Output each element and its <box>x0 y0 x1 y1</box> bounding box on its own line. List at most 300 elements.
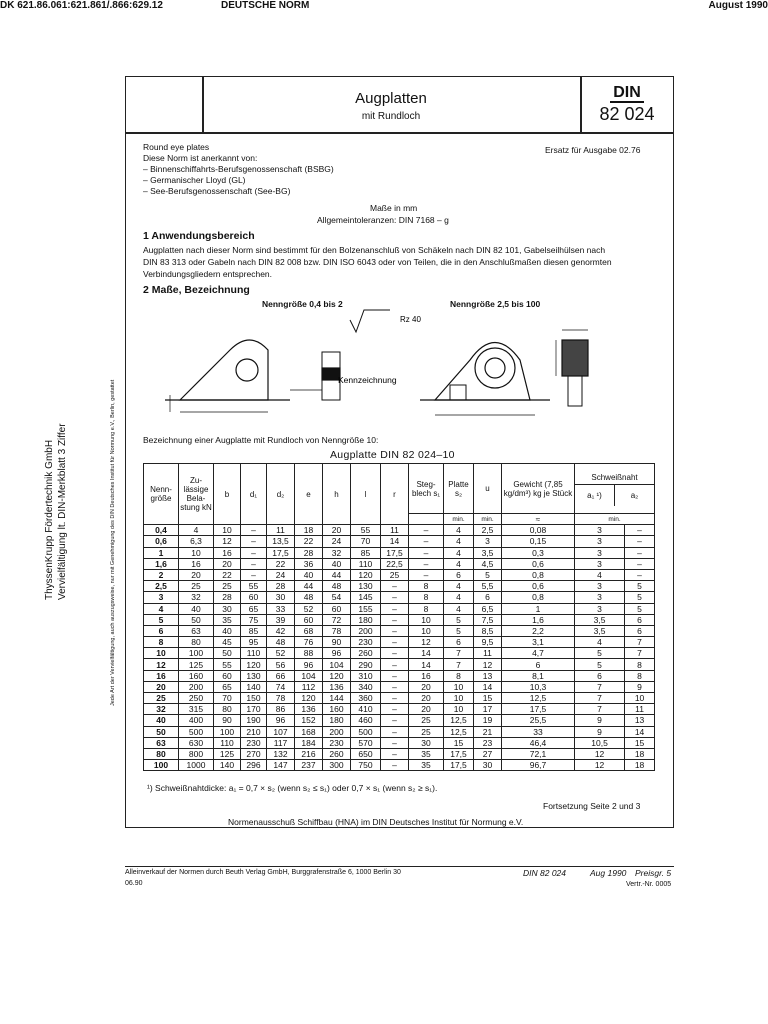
table-cell: 150 <box>241 693 267 704</box>
section1-heading: 1 Anwendungsbereich <box>143 230 255 242</box>
table-cell: 3,5 <box>575 614 625 625</box>
right-plate-outline <box>435 343 530 401</box>
table-cell: – <box>381 726 409 737</box>
table-cell: 136 <box>295 704 323 715</box>
table-cell: 95 <box>241 637 267 648</box>
table-cell: 96,7 <box>502 760 575 771</box>
table-cell: – <box>625 569 655 580</box>
table-cell: 144 <box>323 693 351 704</box>
table-cell: 4 <box>144 603 179 614</box>
table-cell: 3,5 <box>575 625 625 636</box>
table-cell: 16 <box>409 670 444 681</box>
table-cell: 0,6 <box>144 536 179 547</box>
table-cell: – <box>241 525 267 536</box>
table-cell: 17,5 <box>267 547 295 558</box>
table-cell: 20 <box>409 693 444 704</box>
table-cell: 100 <box>144 760 179 771</box>
table-row <box>144 670 655 681</box>
table-cell: 4 <box>444 592 474 603</box>
col-weight: Gewicht (7,85 kg/dm³) kg je Stück <box>502 464 575 514</box>
table-cell: 5 <box>625 603 655 614</box>
table-cell: – <box>381 659 409 670</box>
section1-text-line1: Augplatten nach dieser Norm sind bestimmt für den Bolzenanschluß von Schäkeln nach DIN 82 101, Gabelseilhülsen nach <box>143 245 606 255</box>
table-cell: 1000 <box>179 760 214 771</box>
table-cell: 147 <box>267 760 295 771</box>
table-cell: 104 <box>323 659 351 670</box>
table-cell: 46,4 <box>502 737 575 748</box>
table-cell: 30 <box>267 592 295 603</box>
units-note: Maße in mm <box>370 203 418 213</box>
table-cell: 0,6 <box>502 558 575 569</box>
col-a2: a₂ <box>630 491 639 500</box>
table-cell: 22 <box>267 558 295 569</box>
table-cell: – <box>625 525 655 536</box>
table-cell: 7 <box>444 659 474 670</box>
col-weld <box>575 464 655 514</box>
table-cell: 4 <box>444 581 474 592</box>
u-min: min. <box>474 514 502 525</box>
table-cell: 74 <box>267 681 295 692</box>
table-cell: 5 <box>474 569 502 580</box>
table-cell: 24 <box>323 536 351 547</box>
table-cell: 22 <box>295 536 323 547</box>
table-row <box>144 681 655 692</box>
recognized-by: Diese Norm ist anerkannt von: <box>143 153 258 163</box>
table-cell: 500 <box>179 726 214 737</box>
surface-roughness-label: Rz 40 <box>400 315 421 324</box>
table-cell: 0,08 <box>502 525 575 536</box>
table-row <box>144 525 655 536</box>
col-a1: a₁ ¹) <box>575 485 615 506</box>
footer-rule <box>125 866 674 867</box>
table-cell: 16 <box>179 558 214 569</box>
table-cell: 20 <box>323 525 351 536</box>
table-cell: 340 <box>351 681 381 692</box>
table-cell: 3 <box>575 603 625 614</box>
table-cell: 750 <box>351 760 381 771</box>
table-cell: 410 <box>351 704 381 715</box>
table-cell: – <box>409 536 444 547</box>
table-cell: 12,5 <box>502 693 575 704</box>
table-cell: 3 <box>575 592 625 603</box>
table-cell: 5,5 <box>474 581 502 592</box>
table-cell: 28 <box>267 581 295 592</box>
table-cell: 50 <box>214 648 241 659</box>
table-cell: 400 <box>179 715 214 726</box>
table-cell: 237 <box>295 760 323 771</box>
table-cell: 4,7 <box>502 648 575 659</box>
table-cell: – <box>381 693 409 704</box>
table-cell: 15 <box>625 737 655 748</box>
table-cell: 570 <box>351 737 381 748</box>
table-cell: 14 <box>625 726 655 737</box>
table-cell: 5 <box>444 625 474 636</box>
table-cell: 32 <box>144 704 179 715</box>
table-cell: 70 <box>351 536 381 547</box>
table-cell: 0,15 <box>502 536 575 547</box>
right-plate-boss <box>475 348 515 388</box>
left-plate-outline <box>180 340 268 400</box>
table-cell: 48 <box>267 637 295 648</box>
table-cell: 260 <box>351 648 381 659</box>
plate-min: min. <box>444 514 474 525</box>
table-cell: 20 <box>409 704 444 715</box>
table-cell: 216 <box>295 748 323 759</box>
table-cell: 18 <box>625 760 655 771</box>
table-cell: 140 <box>241 681 267 692</box>
org-bsbg: – Binnenschiffahrts-Berufsgenossenschaft (BSBG) <box>143 164 334 174</box>
table-cell: 60 <box>295 614 323 625</box>
designation-example: Augplatte DIN 82 024–10 <box>330 449 455 461</box>
table-cell: 296 <box>241 760 267 771</box>
table-cell: 230 <box>323 737 351 748</box>
table-cell: 55 <box>351 525 381 536</box>
committee-note: Normenausschuß Schiffbau (HNA) im DIN Deutsches Institut für Normung e.V. <box>228 817 524 827</box>
table-cell: – <box>381 625 409 636</box>
table-cell: 4 <box>575 569 625 580</box>
table-cell: 60 <box>241 592 267 603</box>
top-line <box>0 0 768 14</box>
table-cell: 4 <box>444 536 474 547</box>
table-cell: 184 <box>295 737 323 748</box>
table-cell: 12 <box>409 637 444 648</box>
table-cell: 315 <box>179 704 214 715</box>
table-cell: – <box>241 547 267 558</box>
table-cell: 7,5 <box>474 614 502 625</box>
company-stamp-line2: Vervielfältigung lt. DIN-Merkblatt 3 Ziffer <box>57 423 68 600</box>
copyright-notice: Jede Art der Vervielfältigung, auch auszugsweise, nur mit Genehmigung des DIN Deutsches Institut für Normung e.V., Berlin, gestattet <box>110 379 116 706</box>
table-cell: 5 <box>625 592 655 603</box>
table-cell: 3,1 <box>502 637 575 648</box>
table-cell: 15 <box>474 693 502 704</box>
col-l: l <box>351 464 381 525</box>
table-cell: – <box>381 614 409 625</box>
table-cell: 0,6 <box>502 581 575 592</box>
table-cell: 72 <box>323 614 351 625</box>
table-cell: 0,8 <box>502 592 575 603</box>
table-cell: 56 <box>267 659 295 670</box>
right-plate-hole <box>485 358 505 378</box>
table-cell: 1 <box>144 547 179 558</box>
table-cell: – <box>381 704 409 715</box>
table-cell: 230 <box>241 737 267 748</box>
weight-approx: ≈ <box>502 514 575 525</box>
table-cell: 1,6 <box>144 558 179 569</box>
table-cell: 0,8 <box>502 569 575 580</box>
table-cell: 7 <box>575 704 625 715</box>
table-cell: 60 <box>214 670 241 681</box>
table-cell: 13 <box>474 670 502 681</box>
table-cell: 10 <box>444 693 474 704</box>
table-cell: 6 <box>575 670 625 681</box>
org-gl: – Germanischer Lloyd (GL) <box>143 175 246 185</box>
table-row <box>144 715 655 726</box>
tolerances-note: Allgemeintoleranzen: DIN 7168 – g <box>317 215 449 225</box>
table-cell: 66 <box>267 670 295 681</box>
table-cell: 10,3 <box>502 681 575 692</box>
table-cell: 17,5 <box>444 760 474 771</box>
table-cell: 5 <box>575 659 625 670</box>
table-cell: 48 <box>323 581 351 592</box>
table-cell: 3 <box>575 558 625 569</box>
table-row <box>144 592 655 603</box>
table-cell: 22 <box>214 569 241 580</box>
table-cell: 12 <box>214 536 241 547</box>
table-cell: – <box>409 558 444 569</box>
table-cell: – <box>381 648 409 659</box>
table-cell: 180 <box>323 715 351 726</box>
marking-label: Kennzeichnung <box>338 375 397 385</box>
table-cell: 25 <box>409 715 444 726</box>
table-cell: 170 <box>241 704 267 715</box>
table-cell: 17 <box>474 704 502 715</box>
table-cell: 40 <box>214 625 241 636</box>
table-row <box>144 726 655 737</box>
table-cell: 25,5 <box>502 715 575 726</box>
table-cell: 55 <box>214 659 241 670</box>
table-row <box>144 581 655 592</box>
table-cell: – <box>625 558 655 569</box>
table-cell: – <box>381 737 409 748</box>
table-cell: 460 <box>351 715 381 726</box>
table-row <box>144 693 655 704</box>
table-cell: 96 <box>295 659 323 670</box>
table-cell: 40 <box>179 603 214 614</box>
table-cell: 28 <box>214 592 241 603</box>
table-cell: 8 <box>444 670 474 681</box>
table-cell: – <box>381 603 409 614</box>
table-cell: 200 <box>179 681 214 692</box>
table-cell: 55 <box>241 581 267 592</box>
table-cell: 63 <box>179 625 214 636</box>
table-row <box>144 637 655 648</box>
english-title: Round eye plates <box>143 142 210 152</box>
table-cell: 52 <box>267 648 295 659</box>
table-cell: 10 <box>444 681 474 692</box>
table-cell: 5 <box>144 614 179 625</box>
table-cell: 125 <box>214 748 241 759</box>
table-cell: 76 <box>295 637 323 648</box>
table-cell: 27 <box>474 748 502 759</box>
din-number: 82 024 <box>599 104 655 124</box>
table-cell: – <box>409 569 444 580</box>
replaces-edition: Ersatz für Ausgabe 02.76 <box>545 145 641 155</box>
col-web: Steg-blech s₁ <box>409 464 444 514</box>
table-cell: 130 <box>351 581 381 592</box>
document-subtitle: mit Rundloch <box>361 111 421 122</box>
table-cell: 65 <box>241 603 267 614</box>
table-cell: 33 <box>267 603 295 614</box>
table-cell: 14 <box>409 659 444 670</box>
table-cell: 40 <box>144 715 179 726</box>
table-cell: – <box>409 547 444 558</box>
table-row <box>144 614 655 625</box>
table-cell: 35 <box>409 748 444 759</box>
header-divider-bottom <box>125 132 674 134</box>
table-cell: 30 <box>409 737 444 748</box>
table-row <box>144 648 655 659</box>
table-cell: 40 <box>295 569 323 580</box>
table-cell: 3 <box>575 536 625 547</box>
table-cell: 7 <box>575 693 625 704</box>
table-cell: 8,5 <box>474 625 502 636</box>
table-cell: – <box>381 681 409 692</box>
table-cell: 25 <box>179 581 214 592</box>
table-cell: 4 <box>444 547 474 558</box>
table-cell: 18 <box>625 748 655 759</box>
table-cell: 107 <box>267 726 295 737</box>
table-cell: – <box>241 536 267 547</box>
table-row <box>144 536 655 547</box>
table-cell: 800 <box>179 748 214 759</box>
table-row <box>144 659 655 670</box>
col-d2: d₂ <box>267 464 295 525</box>
table-cell: 110 <box>351 558 381 569</box>
table-cell: 20 <box>409 681 444 692</box>
table-cell: 6 <box>474 592 502 603</box>
table-cell: 3,5 <box>474 547 502 558</box>
table-cell: 75 <box>241 614 267 625</box>
table-cell: 8 <box>409 592 444 603</box>
table-cell: 16 <box>214 547 241 558</box>
table-cell: 18 <box>295 525 323 536</box>
table-cell: – <box>381 581 409 592</box>
table-cell: 100 <box>179 648 214 659</box>
footer-issue: Aug 1990 <box>590 868 627 878</box>
table-cell: 250 <box>179 693 214 704</box>
table-cell: – <box>409 525 444 536</box>
section2-heading: 2 Maße, Bezeichnung <box>143 284 250 296</box>
table-cell: 12,5 <box>444 726 474 737</box>
table-cell: 152 <box>295 715 323 726</box>
table-cell: 48 <box>295 592 323 603</box>
table-cell: 21 <box>474 726 502 737</box>
table-cell: 100 <box>214 726 241 737</box>
table-cell: 78 <box>267 693 295 704</box>
table-cell: 14 <box>474 681 502 692</box>
table-cell: 11 <box>381 525 409 536</box>
table-cell: 11 <box>474 648 502 659</box>
table-cell: 10 <box>179 547 214 558</box>
table-cell: 630 <box>179 737 214 748</box>
table-cell: 10 <box>444 704 474 715</box>
table-cell: 260 <box>323 748 351 759</box>
table-cell: 25 <box>214 581 241 592</box>
table-cell: 10 <box>214 525 241 536</box>
dimension-table <box>143 463 655 771</box>
table-cell: 14 <box>409 648 444 659</box>
technical-drawing <box>150 300 650 430</box>
table-cell: 72,1 <box>502 748 575 759</box>
table-cell: 6,5 <box>474 603 502 614</box>
norm-label: DEUTSCHE NORM <box>221 0 310 11</box>
table-cell: – <box>381 637 409 648</box>
table-cell: 52 <box>295 603 323 614</box>
table-cell: 8 <box>625 659 655 670</box>
table-cell: 0,4 <box>144 525 179 536</box>
table-cell: 90 <box>214 715 241 726</box>
company-stamp-line1: ThyssenKrupp Fördertechnik GmbH <box>44 439 55 600</box>
table-cell: 50 <box>179 614 214 625</box>
table-cell: 200 <box>351 625 381 636</box>
table-cell: 132 <box>267 748 295 759</box>
table-footnote: ¹) Schweißnahtdicke: a₁ = 0,7 × s₂ (wenn s₂ ≤ s₁) oder 0,7 × s₁ (wenn s₂ ≥ s₁). <box>147 783 438 793</box>
table-cell: 290 <box>351 659 381 670</box>
table-cell: 200 <box>323 726 351 737</box>
table-cell: 130 <box>241 670 267 681</box>
table-cell: 6 <box>502 659 575 670</box>
table-cell: 112 <box>295 681 323 692</box>
col-size: Nenn-größe <box>144 464 179 525</box>
print-code: 06.90 <box>125 880 143 887</box>
table-cell: 11 <box>267 525 295 536</box>
table-cell: 12 <box>575 748 625 759</box>
table-cell: 6 <box>144 625 179 636</box>
table-cell: 20 <box>179 569 214 580</box>
table-cell: 180 <box>351 614 381 625</box>
issue-date: August 1990 <box>708 0 768 11</box>
section1-text-line2: DIN 83 313 oder Gabeln nach DIN 82 008 bzw. DIN ISO 6043 oder von Teilen, die in den Anschlußmaßen diesen genormten <box>143 257 612 267</box>
table-cell: 3 <box>575 581 625 592</box>
table-cell: 28 <box>295 547 323 558</box>
table-row <box>144 760 655 771</box>
table-cell: 190 <box>241 715 267 726</box>
table-cell: 110 <box>214 737 241 748</box>
table-cell: 60 <box>323 603 351 614</box>
table-row <box>144 569 655 580</box>
table-cell: 10 <box>409 625 444 636</box>
table-cell: 15 <box>444 737 474 748</box>
table-cell: 90 <box>323 637 351 648</box>
table-cell: 25 <box>381 569 409 580</box>
table-cell: 7 <box>575 681 625 692</box>
table-cell: – <box>241 569 267 580</box>
table-cell: 24 <box>267 569 295 580</box>
table-cell: 85 <box>351 547 381 558</box>
web-unit <box>409 514 444 525</box>
table-cell: 104 <box>295 670 323 681</box>
din-logo <box>580 84 674 102</box>
table-cell: 5 <box>575 648 625 659</box>
table-cell: 68 <box>295 625 323 636</box>
table-row <box>144 748 655 759</box>
table-cell: 45 <box>214 637 241 648</box>
table-cell: – <box>381 748 409 759</box>
table-cell: 80 <box>144 748 179 759</box>
footer-vertr: Vertr.-Nr. 0005 <box>626 881 672 888</box>
designation-intro: Bezeichnung einer Augplatte mit Rundloch von Nenngröße 10: <box>143 435 379 445</box>
table-cell: 13 <box>625 715 655 726</box>
table-cell: 230 <box>351 637 381 648</box>
table-cell: 8 <box>409 603 444 614</box>
table-cell: 6,3 <box>179 536 214 547</box>
table-cell: 650 <box>351 748 381 759</box>
table-cell: 3 <box>575 525 625 536</box>
table-cell: 10 <box>409 614 444 625</box>
table-cell: 4 <box>444 558 474 569</box>
table-cell: 210 <box>241 726 267 737</box>
table-cell: 155 <box>351 603 381 614</box>
table-row <box>144 558 655 569</box>
table-cell: 7 <box>625 648 655 659</box>
table-cell: 9,5 <box>474 637 502 648</box>
table-cell: 96 <box>323 648 351 659</box>
table-cell: 44 <box>323 569 351 580</box>
col-h: h <box>323 464 351 525</box>
table-cell: 360 <box>351 693 381 704</box>
table-row <box>144 704 655 715</box>
table-cell: 1 <box>502 603 575 614</box>
